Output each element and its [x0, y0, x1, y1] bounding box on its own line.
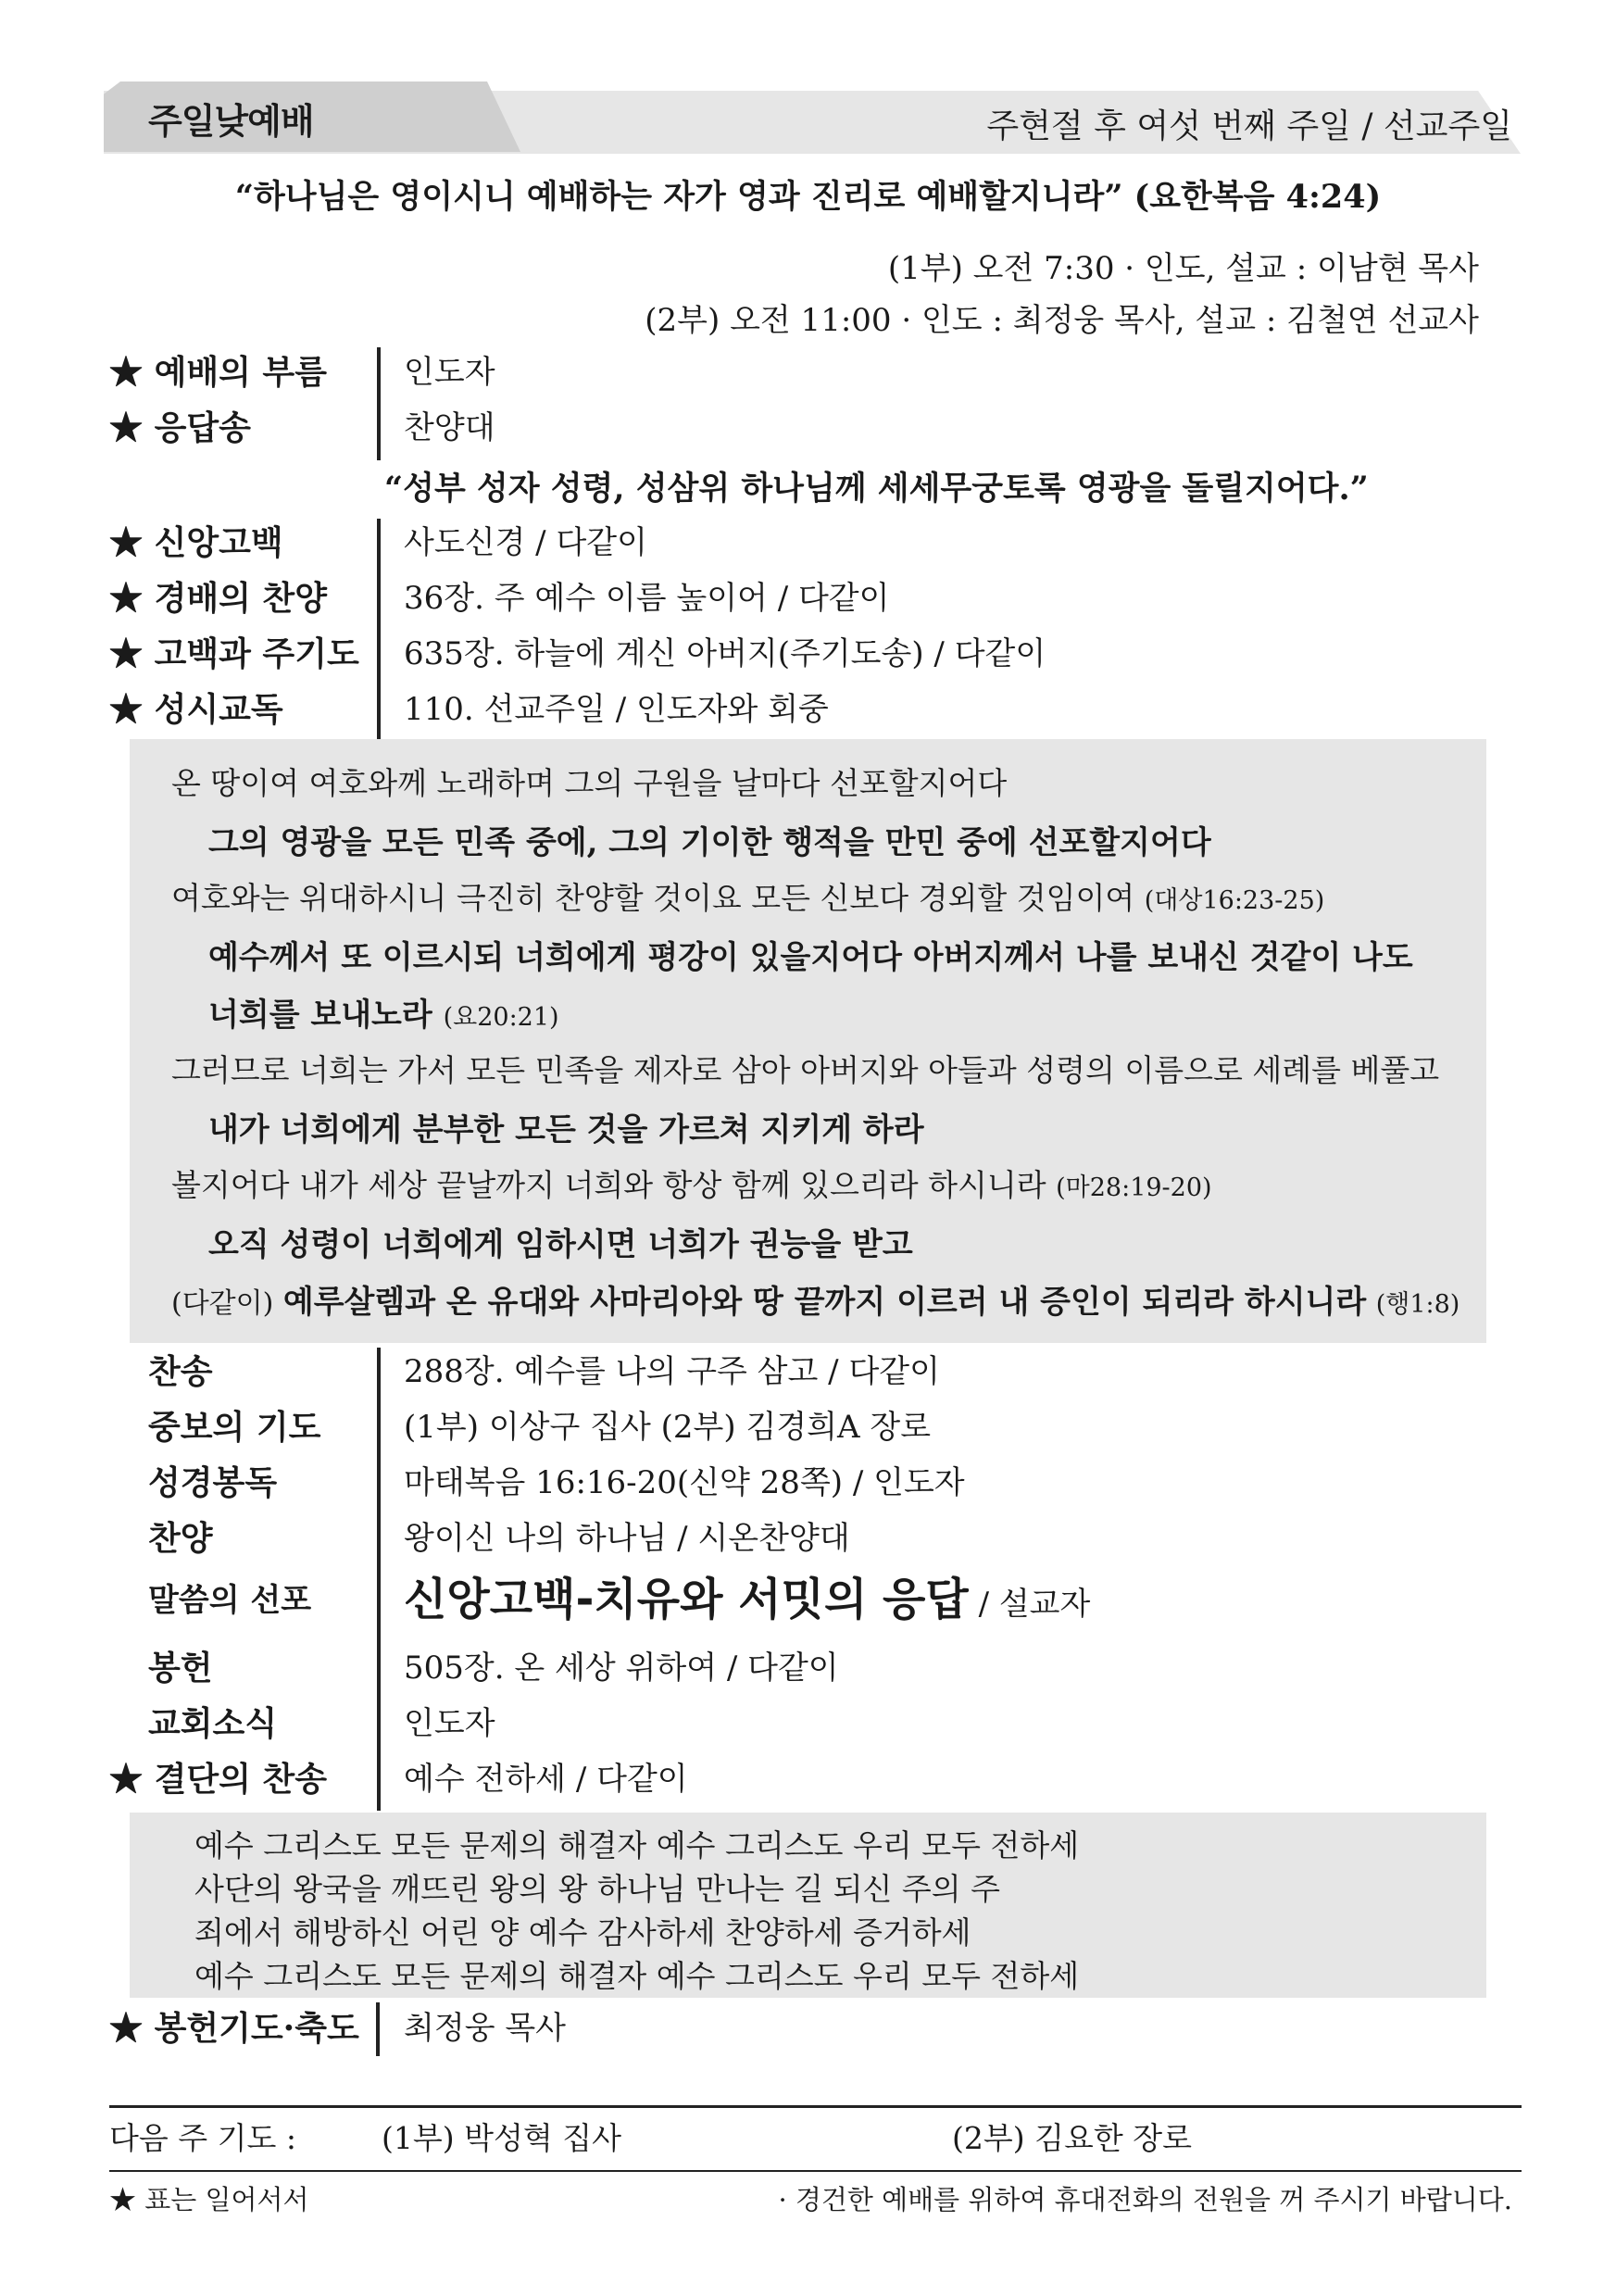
- order-value: 최정웅 목사: [404, 2010, 567, 2047]
- sermon: 신앙고백-치유와 서밋의 응답 / 설교자: [404, 1574, 1091, 1625]
- divider-bar: [376, 2002, 380, 2056]
- order-value: 288장. 예수를 나의 구주 삼고 / 다같이: [404, 1353, 940, 1390]
- order-value: 505장. 온 세상 위하여 / 다같이: [404, 1650, 839, 1687]
- reading-line: 온 땅이여 여호와께 노래하며 그의 구원을 날마다 선포할지어다: [171, 765, 1008, 801]
- phone-note: · 경건한 예배를 위하여 휴대전화의 전원을 꺼 주시기 바랍니다.: [778, 2184, 1512, 2215]
- divider: [109, 2105, 1522, 2108]
- order-label: ★ 고백과 주기도: [109, 634, 359, 673]
- reading-line: 여호와는 위대하시니 극진히 찬양할 것이요 모든 신보다 경외할 것임이여 (대상16:23-25): [171, 880, 1325, 916]
- order-label: 찬양: [148, 1519, 213, 1558]
- order-value: 마태복음 16:16-20(신약 28쪽) / 인도자: [404, 1464, 965, 1501]
- reading-line: 너희를 보내노라 (요20:21): [208, 997, 559, 1034]
- order-label: 교회소식: [148, 1704, 278, 1743]
- reading-line: 그러므로 너희는 가서 모든 민족을 제자로 삼아 아버지와 아들과 성령의 이름으로 세례를 베풀고: [171, 1052, 1440, 1088]
- order-label: 성경봉독: [148, 1463, 278, 1502]
- reading-ref: (요20:21): [443, 1003, 559, 1032]
- sermon-label: 말씀의 선포: [148, 1582, 312, 1619]
- order-value: 사도신경 / 다같이: [404, 524, 647, 561]
- reading-ref: (마28:19-20): [1056, 1173, 1212, 1202]
- order-value: 110. 선교주일 / 인도자와 회중: [404, 691, 829, 728]
- section-label: 주일낮예배: [148, 101, 314, 142]
- divider: [109, 2170, 1522, 2172]
- reading-line: 오직 성령이 너희에게 임하시면 너희가 권능을 받고: [208, 1226, 913, 1263]
- lyric-line: 예수 그리스도 모든 문제의 해결자 예수 그리스도 우리 모두 전하세: [194, 1958, 1080, 1994]
- service-second: (2부) 오전 11:00 · 인도 : 최정웅 목사, 설교 : 김철연 선교사: [645, 302, 1479, 339]
- order-label: ★ 경배의 찬양: [109, 579, 327, 618]
- reading-line: 내가 너희에게 분부한 모든 것을 가르쳐 지키게 하라: [208, 1111, 924, 1148]
- order-label: ★ 봉헌기도·축도: [109, 2009, 359, 2048]
- reading-line: 그의 영광을 모든 민족 중에, 그의 기이한 행적을 만민 중에 선포할지어다: [208, 824, 1211, 861]
- order-label: 찬송: [148, 1352, 213, 1391]
- order-value: 찬양대: [404, 409, 495, 446]
- reading-ref: (대상16:23-25): [1144, 886, 1325, 915]
- order-value: 36장. 주 예수 이름 높이어 / 다같이: [404, 580, 890, 617]
- order-label: ★ 예배의 부름: [109, 353, 327, 392]
- order-value: (1부) 이상구 집사 (2부) 김경희A 장로: [404, 1409, 932, 1446]
- lyric-line: 사단의 왕국을 깨뜨린 왕의 왕 하나님 만나는 길 되신 주의 주: [194, 1871, 1000, 1907]
- reading-ref: (행1:8): [1375, 1290, 1460, 1319]
- theme-verse: “하나님은 영이시니 예배하는 자가 영과 진리로 예배할지니라” (요한복음 4:24): [234, 178, 1382, 216]
- next-week-first: (1부) 박성혁 집사: [382, 2120, 621, 2156]
- order-value: 인도자: [404, 354, 495, 391]
- next-week-label: 다음 주 기도 :: [109, 2120, 296, 2156]
- order-label: 중보의 기도: [148, 1408, 321, 1447]
- order-value: 왕이신 나의 하나님 / 시온찬양대: [404, 1520, 850, 1557]
- divider-bar: [377, 347, 381, 460]
- divider-bar: [377, 519, 381, 745]
- order-value: 인도자: [404, 1705, 495, 1742]
- stand-note: ★ 표는 일어서서: [109, 2184, 309, 2215]
- order-label: ★ 성시교독: [109, 690, 283, 729]
- lyric-line: 죄에서 해방하신 어린 양 예수 감사하세 찬양하세 증거하세: [194, 1914, 971, 1951]
- doxology: “성부 성자 성령, 성삼위 하나님께 세세무궁토록 영광을 돌릴지어다.”: [384, 470, 1369, 508]
- divider-bar: [377, 1348, 381, 1811]
- order-value: 예수 전하세 / 다같이: [404, 1761, 688, 1798]
- order-label: 봉헌: [148, 1649, 213, 1687]
- sermon-title: 신앙고백-치유와 서밋의 응답: [404, 1574, 969, 1625]
- order-label: ★ 응답송: [109, 408, 251, 447]
- header-title: 주현절 후 여섯 번째 주일 / 선교주일: [986, 107, 1512, 145]
- order-label: ★ 결단의 찬송: [109, 1760, 327, 1799]
- hymn-lyrics-box: [130, 1813, 1486, 1998]
- reading-line: 볼지어다 내가 세상 끝날까지 너희와 항상 함께 있으리라 하시니라 (마28:19-20): [171, 1167, 1212, 1203]
- next-week-second: (2부) 김요한 장로: [952, 2120, 1192, 2156]
- responsive-reading-box: [130, 739, 1486, 1343]
- order-value: 635장. 하늘에 계신 아버지(주기도송) / 다같이: [404, 635, 1046, 672]
- reading-line: 예수께서 또 이르시되 너희에게 평강이 있을지어다 아버지께서 나를 보내신 것같이 나도: [208, 939, 1413, 976]
- reading-line: (다같이) 예루살렘과 온 유대와 사마리아와 땅 끝까지 이르러 내 증인이 되리라 하시니라 (행1:8): [171, 1284, 1460, 1321]
- lyric-line: 예수 그리스도 모든 문제의 해결자 예수 그리스도 우리 모두 전하세: [194, 1827, 1080, 1863]
- service-first: (1부) 오전 7:30 · 인도, 설교 : 이남현 목사: [887, 250, 1479, 287]
- order-label: ★ 신앙고백: [109, 523, 283, 562]
